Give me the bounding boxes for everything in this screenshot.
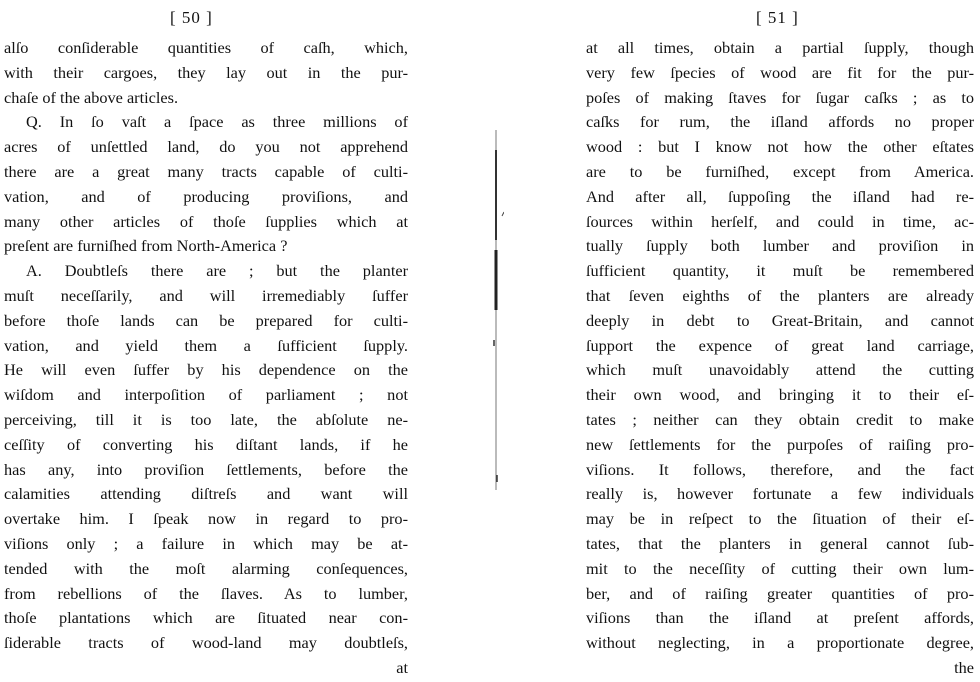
text-line: perceiving, till it is too late, the abſolute ne-	[4, 409, 408, 429]
page-number: [ 51 ]	[756, 8, 799, 27]
text-line: tates, that the planters in general cannot ſub-	[586, 533, 974, 553]
text-line: ceſſity of converting his diſtant lands, if he	[4, 434, 408, 454]
catchword: at	[396, 657, 408, 677]
text-line: vation, and of producing proviſions, and	[4, 186, 408, 206]
text-line: tates ; neither can they obtain credit to make	[586, 409, 974, 429]
gutter-shadow	[488, 130, 504, 490]
text-line: many other articles of thoſe ſupplies which at	[4, 211, 408, 231]
text-line: acres of unſettled land, do you not apprehend	[4, 137, 408, 157]
page-number: [ 50 ]	[170, 8, 213, 27]
text-line: ſufficient quantity, it muſt be remembered	[586, 261, 974, 281]
text-line: Q. In ſo vaſt a ſpace as three millions of	[26, 112, 408, 132]
catchword: the	[954, 657, 974, 677]
text-line: wiſdom and interpoſition of parliament ; not	[4, 385, 408, 405]
text-line: poſes of making ſtaves for ſugar caſks ; as to	[586, 87, 974, 107]
gutter-mark	[502, 212, 504, 216]
text-line: ſupport the expence of great land carriage,	[586, 335, 974, 355]
text-line: muſt neceſſarily, and will irremediably ſuffer	[4, 285, 408, 305]
text-line: thoſe plantations which are ſituated near con-	[4, 608, 408, 628]
text-line: that ſeven eighths of the planters are already	[586, 285, 974, 305]
text-line: which muſt unavoidably attend the cutting	[586, 360, 974, 380]
page-gutter	[488, 130, 504, 490]
text-line: He will even ſuffer by his dependence on the	[4, 360, 408, 380]
text-line: tended with the moſt alarming conſequences,	[4, 558, 408, 578]
text-line: ſiderable tracts of wood-land may doubtleſs,	[4, 633, 408, 653]
text-line: new ſettlements for the purpoſes of raiſing pro-	[586, 434, 974, 454]
text-line: alſo conſiderable quantities of caſh, which,	[4, 38, 408, 57]
page-body	[4, 36, 408, 681]
text-line: ſources within herſelf, and could in time, ac-	[586, 211, 974, 231]
text-line: viſions. It follows, therefore, and the fact	[586, 459, 974, 479]
text-line: really is, however fortunate a few individuals	[586, 484, 974, 504]
text-line: viſions only ; a failure in which may be at-	[4, 533, 408, 553]
text-line: there are a great many tracts capable of culti-	[4, 161, 408, 181]
left-page	[0, 0, 430, 682]
text-line: tually ſupply both lumber and proviſion in	[586, 236, 974, 256]
text-line: has any, into proviſion ſettlements, before the	[4, 459, 408, 479]
text-line: at all times, obtain a partial ſupply, though	[586, 38, 974, 57]
text-line: preſent are furniſhed from North-America ?	[4, 236, 288, 256]
text-line: A. Doubtleſs there are ; but the planter	[26, 261, 408, 281]
text-line: mit to the neceſſity of cutting their own lum-	[586, 558, 974, 578]
text-line: without neglecting, in a proportionate degree,	[586, 633, 974, 653]
text-line: deeply in debt to Great-Britain, and cannot	[586, 310, 974, 330]
text-line: with their cargoes, they lay out in the pur-	[4, 62, 408, 82]
text-line: may be in reſpect to the ſituation of their eſ-	[586, 509, 974, 529]
text-line: before thoſe lands can be prepared for culti-	[4, 310, 408, 330]
text-line: their own wood, and bringing it to their eſ-	[586, 385, 974, 405]
text-line: from rebellions of the ſlaves. As to lumber,	[4, 583, 408, 603]
text-line: viſions than the iſland at preſent affords,	[586, 608, 974, 628]
text-line: ber, and of raiſing greater quantities of pro-	[586, 583, 974, 603]
text-line: caſks for rum, the iſland affords no proper	[586, 112, 974, 132]
page-body	[586, 36, 974, 681]
text-line: vation, and yield them a ſufficient ſupply.	[4, 335, 408, 355]
text-line: are to be furniſhed, except from America.	[586, 161, 974, 181]
text-line: chaſe of the above articles.	[4, 87, 179, 107]
text-line: And after all, ſuppoſing the iſland had re-	[586, 186, 974, 206]
text-line: very few ſpecies of wood are fit for the pur-	[586, 62, 974, 82]
text-line: calamities attending diſtreſs and want will	[4, 484, 408, 504]
text-line: overtake him. I ſpeak now in regard to pro-	[4, 509, 408, 529]
text-line: wood : but I know not how the other eſtates	[586, 137, 974, 157]
right-page	[560, 0, 980, 682]
